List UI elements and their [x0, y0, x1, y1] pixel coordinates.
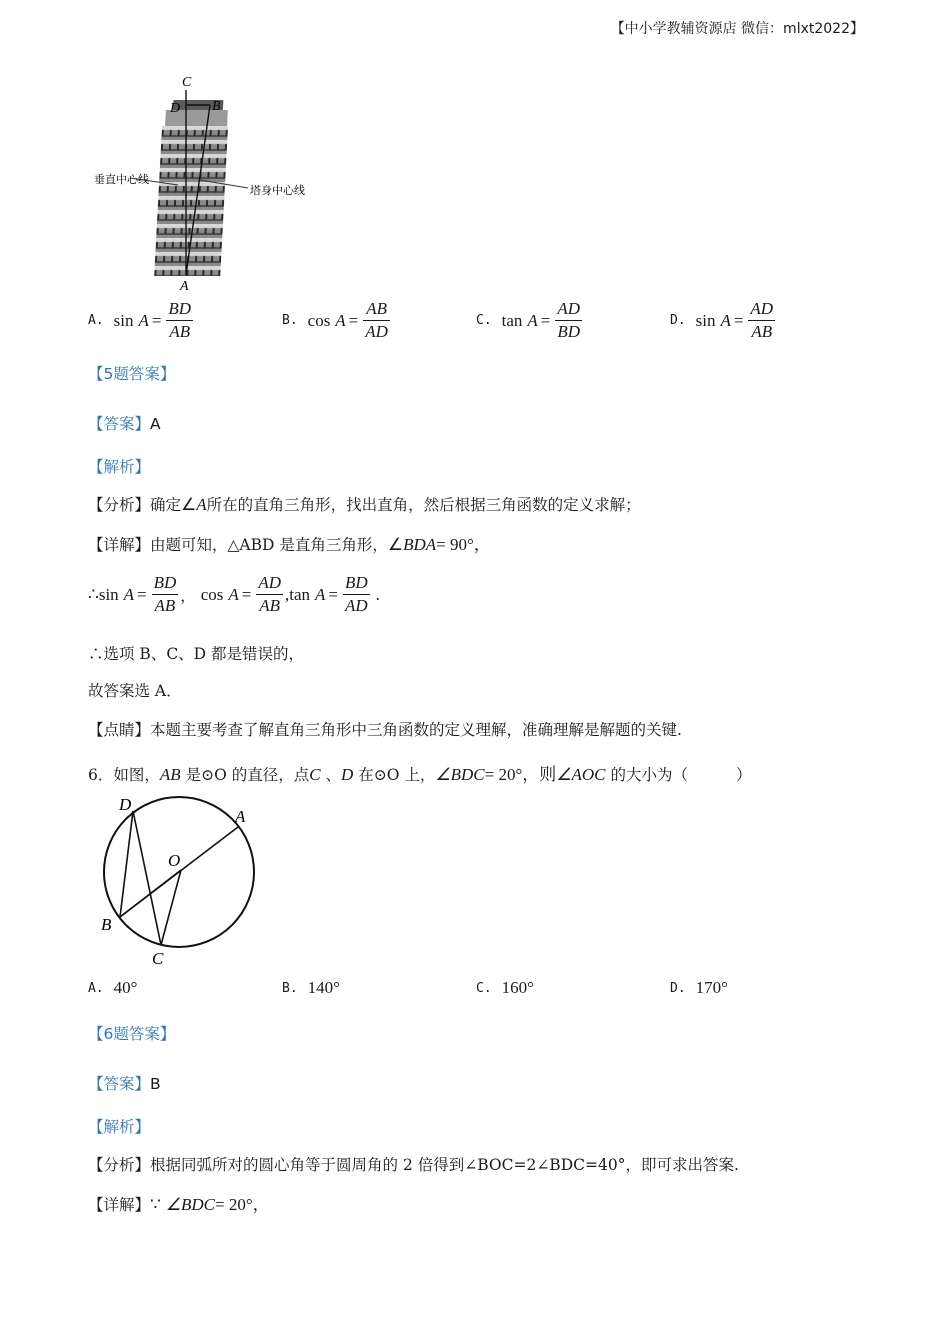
- q5-answer: 【答案】A: [88, 415, 161, 433]
- circle-figure: [95, 790, 270, 970]
- fraction: $\frac{AD}{BD}$: [557, 299, 581, 341]
- label-o: O: [168, 851, 181, 870]
- q6-option-d[interactable]: D. 170°: [670, 978, 728, 997]
- q6-analysis-heading: 【解析】: [88, 1118, 151, 1136]
- q6-option-b[interactable]: B. 140°: [282, 978, 340, 997]
- page-header: 【中小学教辅资源店 微信：mlxt2022】: [610, 21, 864, 37]
- leaning-tower-figure: [90, 70, 320, 295]
- q5-option-d[interactable]: D. sin A = $\frac{AD}{AB}$: [670, 299, 774, 341]
- label-d: D: [119, 795, 132, 814]
- q6-xiangjie: 【详解】∵ ∠BDC= 20°，: [88, 1195, 270, 1214]
- chord-dc: [133, 811, 161, 945]
- label-b: B: [212, 99, 221, 114]
- q6-stem: 6．如图，AB 是⊙O 的直径，点C 、D 在⊙O 上，∠BDC= 20°，则∠AOC 的大小为（ ）: [88, 765, 752, 784]
- q5-conclusion: 故答案选 A．: [88, 682, 182, 700]
- tower-body: [154, 100, 229, 276]
- q5-answer-heading: 【5题答案】: [88, 365, 176, 383]
- q6-option-c[interactable]: C. 160°: [476, 978, 534, 997]
- label-b: B: [101, 915, 112, 934]
- label-a: A: [235, 807, 246, 826]
- label-a: A: [180, 279, 189, 294]
- q6-answer-heading: 【6题答案】: [88, 1025, 176, 1043]
- q5-analysis-heading: 【解析】: [88, 458, 151, 476]
- q6-option-a[interactable]: A. 40°: [88, 978, 138, 997]
- q5-options-wrong: ∴选项 B、C、D 都是错误的，: [88, 645, 305, 663]
- label-tower-center: 塔身中心线: [250, 184, 305, 197]
- fraction: $\frac{AD}{AB}$: [750, 299, 774, 341]
- q5-option-b[interactable]: B. cos A = $\frac{AB}{AD}$: [282, 299, 388, 341]
- label-d: D: [170, 101, 181, 116]
- q6-answer: 【答案】B: [88, 1075, 161, 1093]
- radius-oc: [161, 870, 181, 945]
- q5-dianjing: 【点睛】本题主要考查了解直角三角形中三角函数的定义理解，准确理解是解题的关键.: [88, 721, 682, 739]
- q5-option-c[interactable]: C. tan A = $\frac{AD}{BD}$: [476, 299, 581, 341]
- label-c: C: [182, 75, 192, 90]
- fraction: $\frac{BD}{AB}$: [168, 299, 192, 341]
- chord-db: [120, 811, 133, 917]
- q5-fenxi: 【分析】确定∠A所在的直角三角形，找出直角，然后根据三角函数的定义求解；: [88, 495, 641, 514]
- radius-ob: [120, 870, 181, 917]
- fraction: $\frac{AB}{AD}$: [365, 299, 388, 341]
- label-c: C: [152, 949, 164, 968]
- q6-fenxi: 【分析】根据同弧所对的圆心角等于圆周角的 2 倍得到∠BOC=2∠BDC=40°，即可求出答案.: [88, 1156, 739, 1174]
- label-vertical-center: 垂直中心线: [94, 173, 149, 186]
- q5-xiangjie: 【详解】由题可知，△ABD 是直角三角形，∠BDA= 90°，: [88, 535, 491, 554]
- q5-option-a[interactable]: A. sin A = $\frac{BD}{AB}$: [88, 299, 192, 341]
- q5-trig-ratios: ∴ sin A = $\frac{BD}{AB}$ ， cos A = $\frac{AD}{AB}$ , tan A = $\frac{BD}{AD}$ .: [88, 573, 380, 615]
